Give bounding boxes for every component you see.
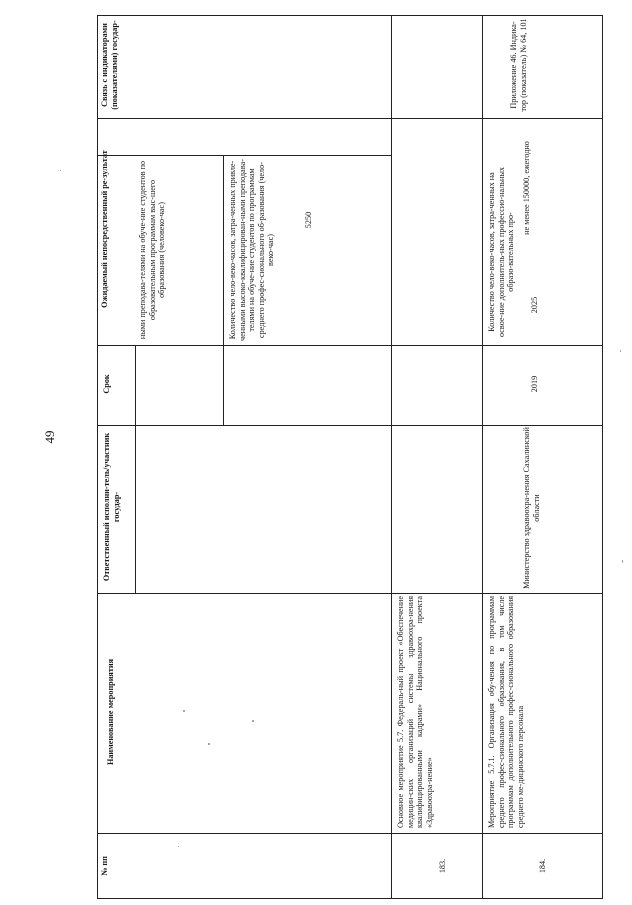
row-number: 183.	[438, 858, 447, 874]
term-start: 2019	[530, 375, 539, 393]
row-name: Основное мероприятие 5.7. Федераль-ный проект «Обеспечение медицин-ских организаций системы здравоохра-нения квалифицированными кадрами» Национального проекта «Здравоохра-нение»	[396, 596, 434, 828]
indicator-link: Приложение 46. Индика-тор (показатель) № 64, 101	[509, 18, 528, 112]
term-end: 2025	[530, 296, 539, 314]
result-description: Количество чело-веко-часов, затра-ченных на освое-ние дополнитель-ных профессио-нальных образо-вательных про-	[487, 166, 515, 338]
page-number: 49	[42, 430, 57, 444]
result-value: не менее 150000, ежегодно	[522, 141, 531, 235]
responsible-executor: Министерство здравоохра-нения Сахалинской области	[522, 427, 541, 589]
row-name: Мероприятие 5.7.1. Организация обу-чения по программам среднего профес-сионального образования, в том числе программам дополнительного профес-сионального образования среднего ме-дицинского персонала	[487, 596, 525, 828]
row-number: 184.	[538, 858, 547, 874]
